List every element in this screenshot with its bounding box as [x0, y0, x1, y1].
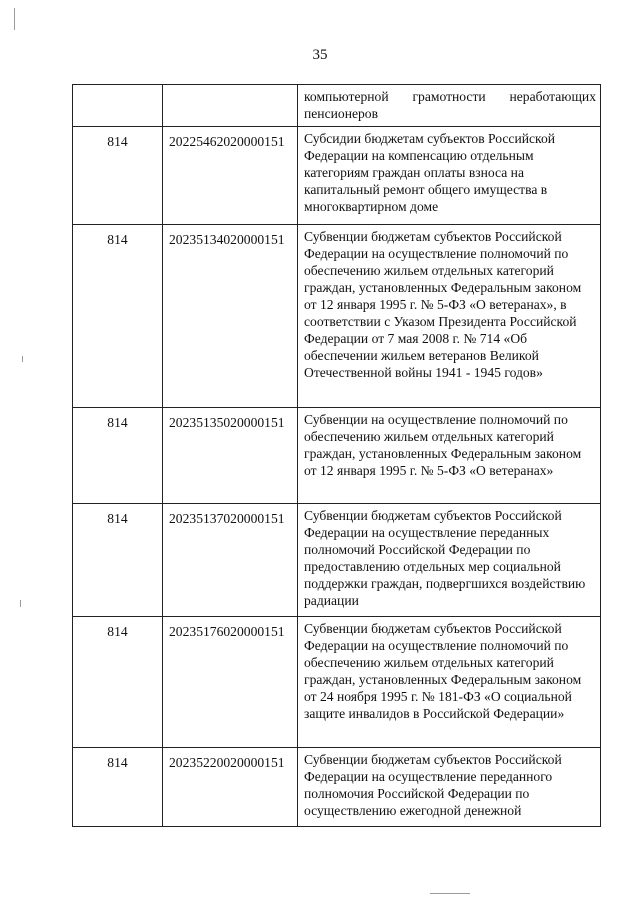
scan-artifact: [22, 356, 23, 362]
budget-code-cell: 20235137020000151: [163, 504, 298, 617]
admin-code-cell: 814: [73, 225, 163, 408]
admin-code-cell: 814: [73, 408, 163, 504]
budget-code-cell: 20235135020000151: [163, 408, 298, 504]
table-row: [73, 225, 601, 408]
admin-code-cell: 814: [73, 617, 163, 748]
admin-code-cell: 814: [73, 504, 163, 617]
table-row: [73, 127, 601, 225]
table-row: [73, 85, 601, 127]
table-row: [73, 748, 601, 827]
revenue-name-cell: Субвенции бюджетам субъектов Российской Федерации на осуществление переданного полномочия Российской Федерации по осуществлению ежегодной денежной: [298, 748, 601, 827]
revenue-name-cell: Субвенции на осуществление полномочий по обеспечению жильем отдельных категорий граждан, установленных Федеральным законом от 12 января 1995 г. № 5-ФЗ «О ветеранах»: [298, 408, 601, 504]
revenue-name-cell: Субвенции бюджетам субъектов Российской Федерации на осуществление полномочий по обеспечению жильем отдельных категорий граждан, установленных Федеральным законом от 24 ноября 1995 г. № 181-ФЗ «О социальной защите инвалидов в Российской Федерации»: [298, 617, 601, 748]
budget-code-cell: 20235134020000151: [163, 225, 298, 408]
scan-artifact: [14, 8, 15, 30]
admin-code-cell: 814: [73, 748, 163, 827]
revenue-name-cell: Субвенции бюджетам субъектов Российской Федерации на осуществление переданных полномочий Российской Федерации по предоставлению отдельных мер социальной поддержки граждан, подвергшихся воздействию радиации: [298, 504, 601, 617]
budget-codes-table: [72, 84, 601, 827]
scan-artifact: [430, 893, 470, 894]
budget-code-cell: 20235220020000151: [163, 748, 298, 827]
revenue-name-cell: Субвенции бюджетам субъектов Российской Федерации на осуществление полномочий по обеспечению жильем отдельных категорий граждан, установленных Федеральным законом от 12 января 1995 г. № 5-ФЗ «О ветеранах», в соответствии с Указом Президента Российской Федерации от 7 мая 2008 г. № 714 «Об обеспечении жильем ветеранов Великой Отечественной войны 1941 - 1945 годов»: [298, 225, 601, 408]
table-row: [73, 504, 601, 617]
budget-code-cell: 20235176020000151: [163, 617, 298, 748]
admin-code-cell: [73, 85, 163, 127]
table-row: [73, 617, 601, 748]
scan-artifact: [20, 600, 21, 607]
budget-code-cell: [163, 85, 298, 127]
table-row: [73, 408, 601, 504]
page-number: 35: [312, 47, 328, 63]
budget-code-cell: 20225462020000151: [163, 127, 298, 225]
revenue-name-cell: Субсидии бюджетам субъектов Российской Федерации на компенсацию отдельным категориям граждан оплаты взноса на капитальный ремонт общего имущества в многоквартирном доме: [298, 127, 601, 225]
revenue-name-cell: компьютерной грамотности неработающих пенсионеров: [298, 85, 601, 127]
admin-code-cell: 814: [73, 127, 163, 225]
